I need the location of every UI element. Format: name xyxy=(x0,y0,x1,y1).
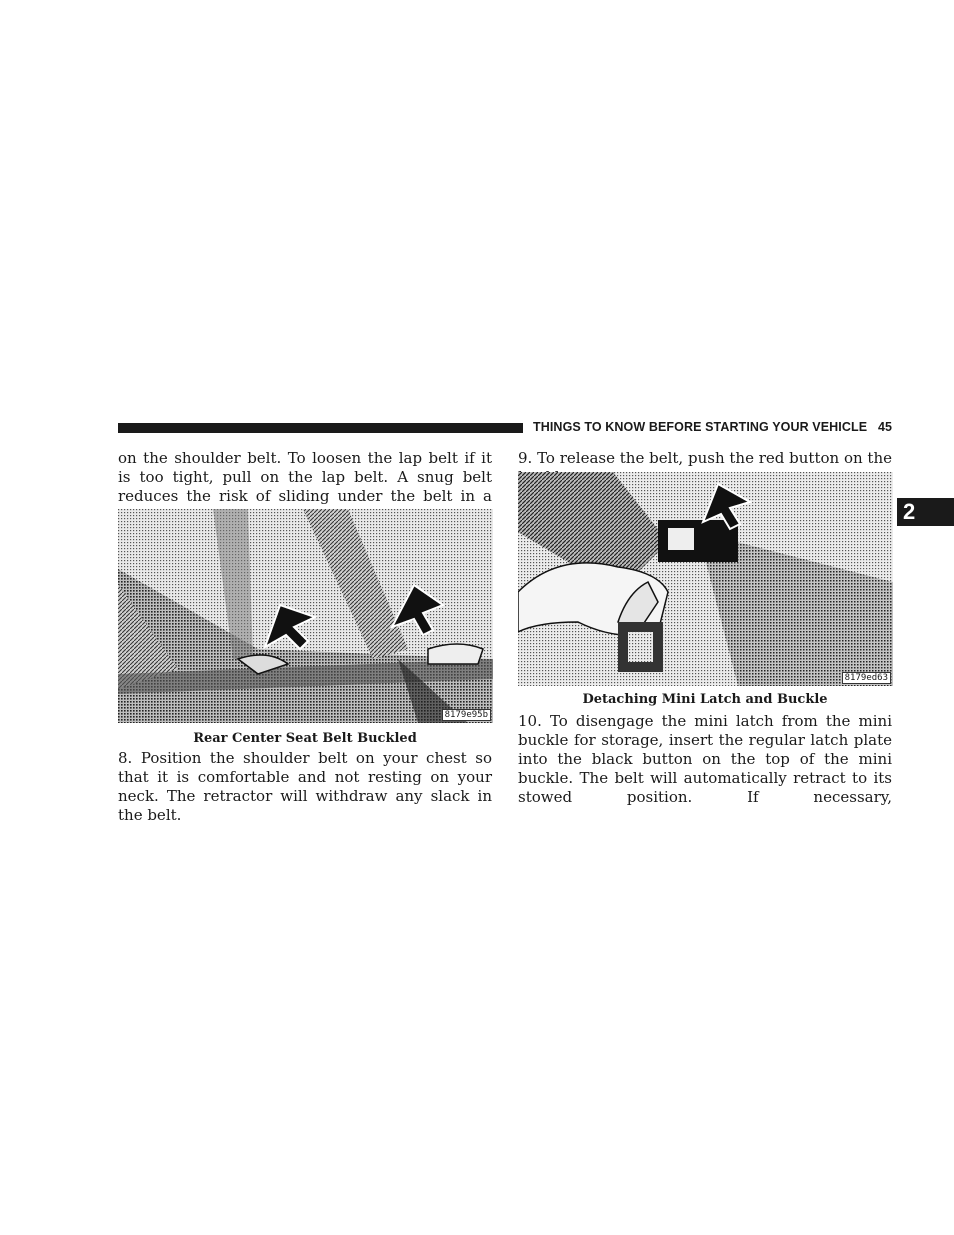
figure-code: 8179e95b xyxy=(442,709,491,721)
figure-detaching-mini-latch xyxy=(518,472,893,686)
header-rule xyxy=(118,423,523,433)
step-10-paragraph: 10. To disengage the mini latch from the mini buckle for storage, insert the regular latch plate into the black button on the top of the mini buckle. The belt will automatically retract to its stowed position. If necessary, xyxy=(518,712,892,806)
section-title: THINGS TO KNOW BEFORE STARTING YOUR VEHICLE xyxy=(533,420,868,434)
page-number: 45 xyxy=(878,420,892,434)
seat-belt-illustration xyxy=(118,509,493,723)
figure-code: 8179ed63 xyxy=(842,672,891,684)
mini-latch-illustration xyxy=(518,472,893,686)
step-9-paragraph: 9. To release the belt, push the red button on the xyxy=(518,449,892,467)
figure-rear-center-seat-belt xyxy=(118,509,493,723)
intro-paragraph: on the shoulder belt. To loosen the lap belt if it is too tight, pull on the lap belt. A snug belt reduces the risk of sliding under the belt in a xyxy=(118,449,492,505)
figure-caption: Detaching Mini Latch and Buckle xyxy=(582,692,828,707)
chapter-tab[interactable]: 2 xyxy=(897,498,954,526)
step-8-paragraph: 8. Position the shoulder belt on your chest so that it is comfortable and not resting on your neck. The retractor will withdraw any slack in the belt. xyxy=(118,749,492,824)
figure-caption: Rear Center Seat Belt Buckled xyxy=(193,731,417,746)
